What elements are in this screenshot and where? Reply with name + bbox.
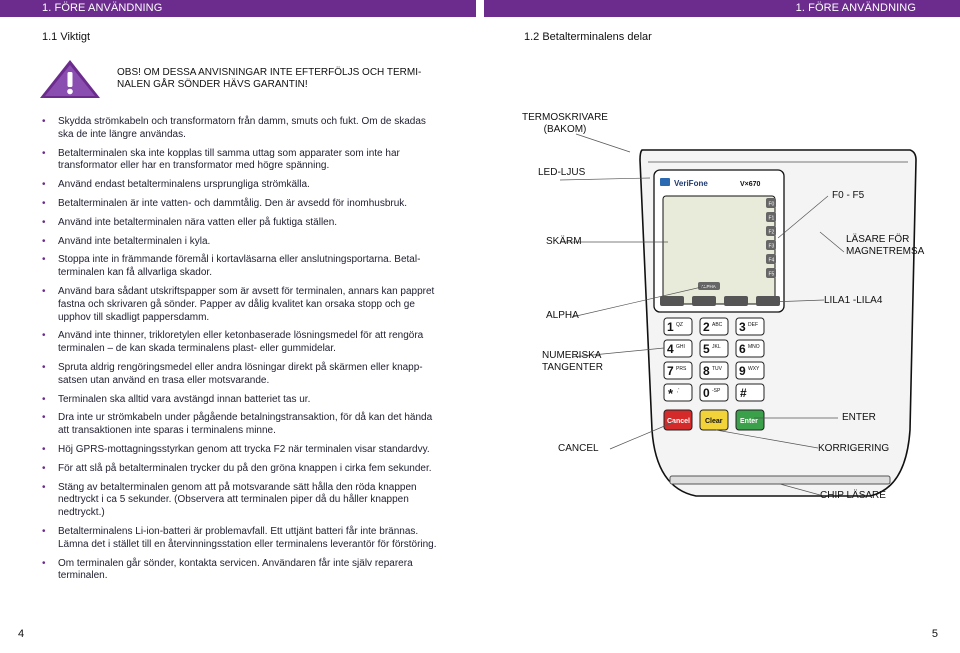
svg-text:DEF: DEF (748, 322, 758, 328)
lila-key-4 (756, 296, 780, 306)
section-title-terminal-parts: 1.2 Betalterminalens delar (524, 31, 652, 43)
label-lila: LILA1 -LILA4 (824, 295, 883, 306)
page-number-right: 5 (931, 628, 938, 640)
key-7: 7 (667, 364, 674, 378)
f1-key: F1 (768, 215, 775, 222)
svg-text:Cancel: Cancel (667, 418, 690, 425)
warning-triangle-icon (38, 58, 102, 100)
label-enter: ENTER (842, 412, 876, 423)
svg-text:JKL: JKL (712, 344, 721, 350)
svg-text:QZ: QZ (676, 322, 683, 328)
label-led: LED-LJUS (538, 167, 586, 178)
f5-key: F5 (768, 271, 775, 278)
list-item: • Betalterminalens Li-ion-batteri är problemavfall. Ett uttjänt batteri får inte brännas. Lämna det i stället till en återvinningsstation eller terminalens leverantör för förstöring. (42, 525, 437, 550)
warning-text: OBS! OM DESSA ANVISNINGAR INTE EFTERFÖLJS OCH TERMI-NALEN GÅR SÖNDER HÄVS GARANTIN! (117, 67, 422, 90)
f3-key: F3 (768, 243, 775, 250)
header-left-title: 1. FÖRE ANVÄNDNING (42, 2, 163, 14)
svg-text:MNO: MNO (748, 344, 760, 350)
list-item: • Använd endast betalterminalens ursprungliga strömkälla. (42, 179, 310, 191)
label-alpha: ALPHA (546, 310, 579, 321)
lila-key-2 (692, 296, 716, 306)
list-item: • Terminalen ska alltid vara avstängd innan batteriet tas ur. (42, 393, 311, 405)
f4-key: F4 (768, 257, 775, 264)
chip-slot (670, 476, 890, 484)
key-1: 1 (667, 320, 674, 334)
label-magstripe: LÄSARE FÖR MAGNETREMSA (846, 234, 925, 257)
key-star: * (668, 386, 674, 401)
svg-text:,': ,' (677, 388, 680, 394)
key-9: 9 (739, 364, 746, 378)
svg-text:GHI: GHI (676, 344, 685, 350)
list-item: • Dra inte ur strömkabeln under pågående betalningstransaktion, för då kan det hända att transaktionen inte sparas i terminalens minne. (42, 412, 433, 437)
list-item: • Höj GPRS-mottagningsstyrkan genom att trycka F2 när terminalen visar standardvy. (42, 443, 430, 455)
label-numeric-keys: NUMERISKA TANGENTER (542, 350, 603, 373)
label-correction: KORRIGERING (818, 443, 890, 454)
key-5: 5 (703, 342, 710, 356)
label-chip-reader: CHIP LÄSARE (820, 490, 886, 501)
key-0: 0 (703, 386, 710, 400)
lila-key-1 (660, 296, 684, 306)
list-item: • Stäng av betalterminalen genom att på motsvarande sätt hålla den röda knappen nedtryckt i ca 5 sekunder. (Observera att terminalen piper då du håller knappen nedtryckt.) (42, 481, 417, 519)
svg-text:ABC: ABC (712, 322, 723, 328)
key-6: 6 (739, 342, 746, 356)
list-item: • Stoppa inte in främmande föremål i kortavläsarna eller anslutningsportarna. Betal-terminalen kan få allvarliga skador. (42, 254, 421, 279)
key-2: 2 (703, 320, 710, 334)
list-item: • Använd inte betalterminalen i kyla. (42, 235, 211, 247)
header-right-title: 1. FÖRE ANVÄNDNING (795, 2, 916, 14)
lila-key-3 (724, 296, 748, 306)
key-3: 3 (739, 320, 746, 334)
svg-text:WXY: WXY (748, 366, 760, 372)
label-f-keys: F0 - F5 (832, 190, 865, 201)
brand-text: VeriFone (674, 179, 708, 188)
terminal-diagram (520, 112, 925, 512)
list-item: • Betalterminalen ska inte kopplas till samma uttag som apparater som inte har transformator eller har en transformator med högre spänning. (42, 147, 400, 172)
svg-text:ALPHA: ALPHA (701, 284, 716, 289)
safety-bullet-list (42, 116, 442, 585)
list-item: • För att slå på betalterminalen trycker du på den gröna knappen i cirka fem sekunder. (42, 462, 432, 474)
list-item: • Använd inte betalterminalen nära vatten eller på fuktiga ställen. (42, 216, 338, 228)
svg-text:Clear: Clear (705, 418, 723, 425)
page-number-left: 4 (18, 628, 25, 640)
list-item: • Använd inte thinner, trikloretylen eller ketonbaserade lösningsmedel för att rengöra terminalen – de kan skada terminalens plast- eller gummidelar. (42, 330, 424, 355)
section-title-important: 1.1 Viktigt (42, 31, 91, 43)
key-hash: # (740, 386, 747, 400)
model-text: V×670 (740, 181, 761, 188)
key-8: 8 (703, 364, 710, 378)
list-item: • Skydda strömkabeln och transformatorn från damm, smuts och fukt. Om de skadas ska de inte längre användas. (42, 116, 426, 140)
svg-text:Enter: Enter (740, 418, 758, 425)
svg-text:-SP: -SP (712, 388, 721, 394)
key-4: 4 (667, 342, 674, 356)
label-screen: SKÄRM (546, 236, 582, 247)
f2-key: F2 (768, 229, 775, 236)
list-item: • Betalterminalen är inte vatten- och dammtålig. Den är avsedd för inomhusbruk. (42, 197, 408, 209)
f0-key: F0 (768, 201, 775, 208)
verifone-logo-icon (660, 178, 670, 186)
svg-text:TUV: TUV (712, 366, 722, 372)
list-item: • Använd bara sådant utskriftspapper som är avsett för terminalen, annars kan pappret fastna och skrivaren gå sönder. Papper av dålig kvalitet kan orsaka stopp och ge upphov till skadligt pappersdamm. (42, 285, 435, 323)
label-printer: TERMOSKRIVARE (BAKOM) (522, 112, 608, 135)
list-item: • Om terminalen går sönder, kontakta servicen. Användaren får inte själv reparera terminalen. (42, 557, 413, 582)
label-cancel: CANCEL (558, 443, 599, 454)
list-item: • Spruta aldrig rengöringsmedel eller andra lösningar direkt på skärmen eller knapp-satsen utan använd en trasa eller motsvarande. (42, 361, 423, 386)
svg-text:PRS: PRS (676, 366, 687, 372)
